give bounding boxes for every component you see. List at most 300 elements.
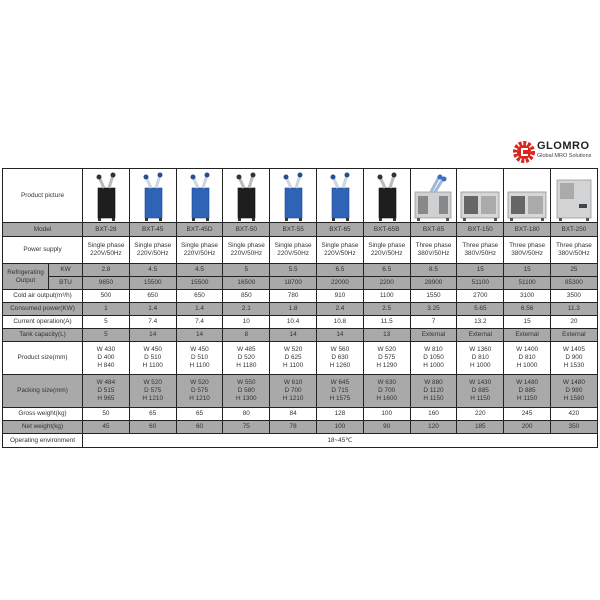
cell-cold_air [410,290,457,303]
row-label-text: Power supply [23,246,62,253]
cell-model [83,223,130,237]
air-conditioner-icon [555,176,593,222]
row-net [3,421,598,434]
cell-kw [129,264,176,277]
product_size-line: D 810 [518,354,536,361]
power-line: Single phase [274,242,312,249]
cold_air-value: 1100 [379,292,394,299]
row-label-gross [3,408,83,421]
current-value: 13.2 [474,318,487,325]
tank-value: 14 [149,331,157,338]
product-image [411,170,457,222]
packing_size-line: H 1580 [563,395,585,402]
packing_size-line: W 1430 [469,379,492,386]
cell-btu [317,277,364,290]
btu-value: 15500 [190,279,209,286]
packing_size-line: W 630 [377,379,396,386]
row-tank [3,329,598,342]
row-product_size [3,342,598,375]
packing_size-line: D 980 [565,387,583,394]
product_size-line: D 575 [378,354,396,361]
kw-value: 6.5 [382,266,392,273]
cell-tank [83,329,130,342]
product_size-line: W 1405 [562,346,585,353]
cell-consumed [410,303,457,316]
row-label-refrigerating [3,264,49,290]
cell-consumed [504,303,551,316]
cell-picture [504,169,551,223]
tank-value: 13 [383,331,391,338]
cell-cold_air [363,290,410,303]
power-line: 220V/50Hz [90,250,122,257]
consumed-value: 6.56 [520,305,534,312]
cold_air-value: 1550 [426,292,441,299]
cell-product_size [410,342,457,375]
cell-product_size [317,342,364,375]
power-line: 220V/50Hz [136,250,169,257]
cell-btu [550,277,597,290]
cell-net [457,421,504,434]
cell-operating [83,434,598,448]
cell-net [176,421,223,434]
cell-btu [410,277,457,290]
model-value: BXT-180 [514,225,540,233]
cell-model [504,223,551,237]
cold_air-value: 650 [147,292,159,299]
cell-gross [223,408,270,421]
power-line: Three phase [415,242,452,249]
cell-tank [457,329,504,342]
current-value: 10 [242,318,250,325]
cell-net [363,421,410,434]
cell-packing_size [457,375,504,408]
product_size-line: W 520 [377,346,396,353]
packing_size-line: W 610 [283,379,303,386]
gross-value: 65 [149,410,157,417]
cell-model [317,223,364,237]
kw-value: 15 [523,266,531,273]
packing_size-line: H 1210 [282,395,304,402]
cell-current [223,316,270,329]
product_size-line: D 810 [471,354,489,361]
cell-net [270,421,317,434]
cell-current [83,316,130,329]
row-label-text: Gross weight(kg) [18,410,67,417]
cell-consumed [83,303,130,316]
row-label-net [3,421,83,434]
model-value: BXT-250 [561,225,587,233]
cell-btu [363,277,410,290]
cell-picture [317,169,364,223]
row-label-picture [3,169,83,223]
cell-current [504,316,551,329]
row-label-text: Model [33,225,52,233]
product_size-line: W 520 [283,346,303,353]
cell-kw [504,264,551,277]
cell-btu [129,277,176,290]
btu-value: 51100 [471,279,489,286]
cell-cold_air [129,290,176,303]
gross-value: 100 [381,410,393,417]
row-gross [3,408,598,421]
cell-kw [223,264,270,277]
air-conditioner-icon [372,172,402,222]
cell-cold_air [83,290,130,303]
cell-btu [223,277,270,290]
cell-product_size [550,342,597,375]
row-operating [3,434,598,448]
cell-btu [457,277,504,290]
cell-tank [550,329,597,342]
cell-current [317,316,364,329]
packing_size-line: H 1150 [517,395,538,402]
btu-value: 2200 [379,279,394,286]
power-line: 220V/50Hz [370,250,403,257]
product_size-line: H 1100 [189,362,210,369]
net-value: 90 [383,423,391,430]
cell-product_size [457,342,504,375]
cell-kw [270,264,317,277]
product_size-line: D 510 [190,354,209,361]
cell-tank [317,329,364,342]
cell-net [83,421,130,434]
air-conditioner-icon [460,188,500,222]
packing_size-line: H 1600 [376,395,397,402]
cell-net [504,421,551,434]
btu-value: 16500 [237,279,256,286]
cold_air-value: 910 [334,292,346,299]
cell-tank [270,329,317,342]
operating-value: 18~45℃ [327,436,353,444]
cell-gross [176,408,223,421]
cell-cold_air [317,290,364,303]
cell-gross [83,408,130,421]
cell-power [129,237,176,264]
product-image [457,170,503,222]
current-value: 10.8 [333,318,347,325]
consumed-value: 3.25 [427,305,440,312]
product_size-line: D 625 [284,354,302,361]
cell-gross [129,408,176,421]
packing_size-line: D 885 [518,387,536,394]
row-label-packing_size [3,375,83,408]
cell-power [457,237,504,264]
consumed-value: 5.65 [474,305,487,312]
cell-power [317,237,364,264]
row-label-text: Tank capacity(L) [19,331,66,338]
power-line: Single phase [87,242,125,249]
gross-value: 65 [195,410,204,417]
cold_air-value: 780 [287,292,299,299]
cell-picture [457,169,504,223]
model-value: BXT-150 [467,225,493,233]
product_size-line: W 485 [237,346,256,353]
product_size-line: H 1100 [142,362,163,369]
kw-value: 4.5 [148,266,158,273]
packing_size-line: H 1150 [470,395,491,402]
btu-value: 18700 [284,279,302,286]
cell-kw [457,264,504,277]
cell-tank [504,329,551,342]
packing_size-line: W 550 [237,379,256,386]
cell-picture [410,169,457,223]
current-value: 7.4 [148,318,158,325]
product_size-line: H 1000 [469,362,491,369]
product_size-line: W 450 [143,346,162,353]
packing_size-line: D 515 [97,387,115,394]
product-image [270,170,316,222]
cell-cold_air [504,290,551,303]
air-conditioner-icon [413,174,453,222]
packing_size-line: H 965 [97,395,115,402]
model-value: BXT-65 [329,225,351,233]
cell-model [410,223,457,237]
product_size-line: D 520 [237,354,255,361]
cell-consumed [457,303,504,316]
cell-net [223,421,270,434]
cell-product_size [129,342,176,375]
cell-consumed [363,303,410,316]
cell-kw [83,264,130,277]
model-value: BXT-85 [422,225,445,233]
row-label-text: Product picture [21,191,64,199]
row-label-text: Product size(mm) [17,354,68,361]
consumed-value: 1.4 [148,305,158,312]
power-line: Three phase [509,242,546,249]
cell-packing_size [129,375,176,408]
cold_air-value: 850 [240,292,252,299]
gross-value: 50 [102,410,110,417]
row-picture [3,169,598,223]
row-label-text: Net weight(kg) [21,423,64,430]
cell-current [457,316,504,329]
btu-value: 9650 [98,279,114,286]
cell-net [129,421,176,434]
cell-tank [129,329,176,342]
cell-current [129,316,176,329]
consumed-value: 11.3 [567,305,580,312]
tank-value: External [468,331,493,338]
cell-net [550,421,597,434]
kw-value: 6.5 [335,266,345,273]
tank-value: External [562,331,586,338]
product_size-line: H 1100 [283,362,304,369]
cell-model [176,223,223,237]
air-conditioner-icon [325,172,355,222]
row-label-tank [3,329,83,342]
cell-btu [504,277,551,290]
kw-value: 5 [244,266,249,273]
cold_air-value: 500 [100,292,112,299]
logo-brand: GLOMRO [537,140,590,152]
packing_size-line: H 1300 [236,395,257,402]
cell-btu [176,277,223,290]
cell-gross [363,408,410,421]
cell-gross [270,408,317,421]
packing_size-line: D 885 [471,387,489,394]
row-cold_air [3,290,598,303]
row-label-product_size [3,342,83,375]
packing_size-line: D 700 [378,387,396,394]
gross-value: 128 [334,410,346,417]
cell-kw [176,264,223,277]
cell-power [223,237,270,264]
cell-picture [83,169,130,223]
power-line: Three phase [462,242,499,249]
row-btu [3,277,598,290]
net-value: 78 [289,423,297,430]
air-conditioner-icon [507,188,547,222]
tank-value: 14 [195,331,204,338]
row-packing_size [3,375,598,408]
current-value: 15 [523,318,531,325]
product_size-line: W 430 [96,346,116,353]
cell-gross [317,408,364,421]
current-value: 5 [104,318,108,325]
kw-value: 5.5 [288,266,298,273]
cell-packing_size [410,375,457,408]
cell-current [550,316,597,329]
net-value: 120 [428,423,439,430]
gross-value: 220 [474,410,486,417]
model-value: BXT-50 [235,225,257,233]
product_size-line: D 630 [331,354,349,361]
current-value: 7.4 [195,318,204,325]
cell-picture [363,169,410,223]
product-image [177,170,223,222]
product_size-line: H 1290 [376,362,397,369]
packing_size-line: W 880 [424,379,443,386]
packing_size-line: W 484 [96,379,116,386]
row-model [3,223,598,237]
gross-value: 84 [289,410,297,417]
net-value: 100 [334,423,346,430]
air-conditioner-icon [91,172,121,222]
packing_size-line: W 645 [330,379,350,386]
net-value: 60 [149,423,157,430]
power-line: Single phase [181,242,218,249]
consumed-value: 2.4 [335,305,345,312]
cell-product_size [176,342,223,375]
cell-current [410,316,457,329]
cell-packing_size [363,375,410,408]
model-value: BXT-65B [373,225,400,233]
product-image [364,170,410,222]
cell-current [270,316,317,329]
cell-packing_size [83,375,130,408]
cell-product_size [363,342,410,375]
row-label-text: KW [60,266,71,273]
power-line: 380V/50Hz [511,250,543,257]
consumed-value: 2.5 [382,305,392,312]
product_size-line: W 1360 [469,346,492,353]
power-line: 220V/50Hz [230,250,263,257]
cell-kw [363,264,410,277]
gross-value: 80 [242,410,250,417]
btu-value: 85300 [564,279,583,286]
net-value: 60 [195,423,204,430]
row-label-consumed [3,303,83,316]
cell-power [83,237,130,264]
cell-gross [457,408,504,421]
packing_size-line: D 715 [331,387,349,394]
cell-packing_size [317,375,364,408]
cell-tank [363,329,410,342]
packing_size-line: D 575 [144,387,162,394]
spec-table [2,168,598,448]
cell-cold_air [270,290,317,303]
tank-value: External [515,331,539,338]
cell-power [504,237,551,264]
gross-value: 160 [428,410,439,417]
power-line: Single phase [134,242,172,249]
product_size-line: H 1260 [329,362,351,369]
product-image [551,170,597,222]
power-line: 380V/50Hz [464,250,497,257]
gross-value: 245 [521,410,533,417]
product_size-line: H 840 [97,362,115,369]
cell-consumed [317,303,364,316]
kw-value: 15 [476,266,484,273]
cell-cold_air [457,290,504,303]
cold_air-value: 3100 [519,292,535,299]
row-label-text: Consumed power(KW) [10,305,75,312]
cell-packing_size [550,375,597,408]
packing_size-line: H 1150 [423,395,444,402]
row-label-text: Operating environment [10,436,76,444]
cell-kw [317,264,364,277]
packing_size-line: H 1210 [189,395,210,402]
cell-tank [410,329,457,342]
tank-value: 14 [289,331,297,338]
model-value: BXT-45D [186,225,213,233]
row-power [3,237,598,264]
cell-power [550,237,597,264]
cell-tank [223,329,270,342]
row-label-text: Refrigerating Output [7,268,44,284]
air-conditioner-icon [138,172,168,222]
glomro-logo [512,139,600,165]
tank-value: 5 [104,331,108,338]
cell-packing_size [270,375,317,408]
air-conditioner-icon [231,172,261,222]
packing_size-line: W 520 [143,379,162,386]
product_size-line: H 1000 [516,362,538,369]
power-line: 220V/50Hz [183,250,216,257]
cell-product_size [504,342,551,375]
packing_size-line: W 1480 [562,379,585,386]
product-image [504,170,550,222]
power-line: Single phase [321,242,359,249]
row-label-text: Current operation(A) [13,318,72,325]
consumed-value: 1.4 [195,305,204,312]
btu-value: 51100 [518,279,536,286]
cold_air-value: 3500 [566,292,581,299]
model-value: BXT-28 [95,225,117,233]
packing_size-line: D 700 [284,387,302,394]
cell-btu [83,277,130,290]
product_size-line: W 450 [190,346,209,353]
cell-cold_air [176,290,223,303]
cell-consumed [270,303,317,316]
cell-picture [129,169,176,223]
cold_air-value: 2700 [473,292,488,299]
product_size-line: W 560 [330,346,350,353]
packing_size-line: W 1480 [516,379,539,386]
cell-product_size [223,342,270,375]
cell-power [410,237,457,264]
product_size-line: W 810 [424,346,443,353]
